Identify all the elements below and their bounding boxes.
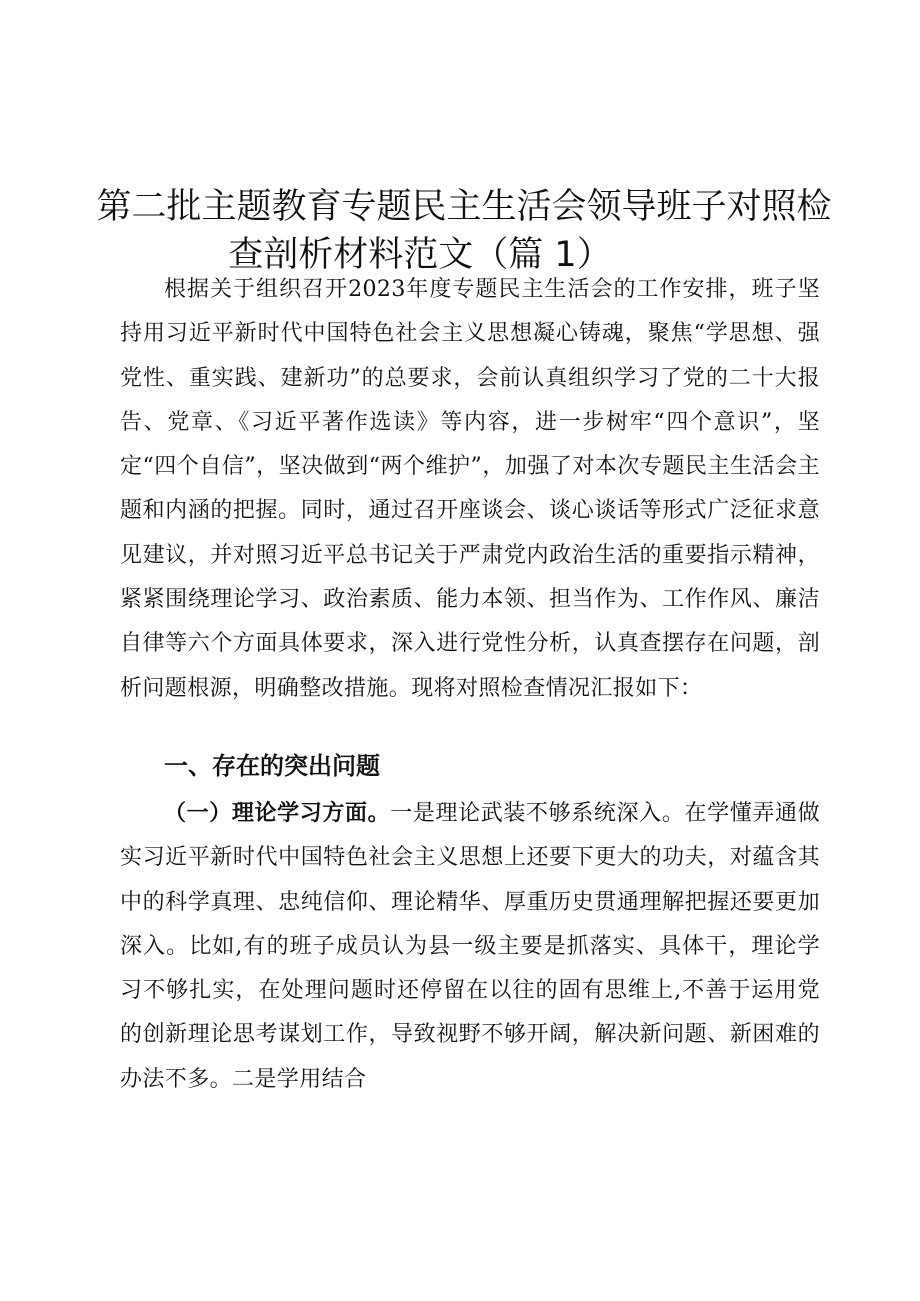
document-title-line-1: 第二批主题教育专题民主生活会领导班子对照检 xyxy=(96,187,832,228)
section-heading: 一、存在的突出问题 xyxy=(164,752,380,780)
document-title xyxy=(0,183,920,279)
subsection-lead: （一）理论学习方面。 xyxy=(164,801,391,826)
subsection-paragraph xyxy=(120,792,820,1102)
intro-paragraph: 根据关于组织召开2023年度专题民主生活会的工作安排，班子坚持用习近平新时代中国特色社会主义思想凝心铸魂，聚焦“学思想、强党性、重实践、建新功”的总要求，会前认真组织学习了党的二十大报告、党章、《习近平著作选读》等内容，进一步树牢“四个意识”，坚定“四个自信”，坚决做到“两个维护”，加强了对本次专题民主生活会主题和内涵的把握。同时，通过召开座谈会、谈心谈话等形式广泛征求意见建议，并对照习近平总书记关于严肃党内政治生活的重要指示精神，紧紧围绕理论学习、政治素质、能力本领、担当作为、工作作风、廉洁自律等六个方面具体要求，深入进行党性分析，认真查摆存在问题，剖析问题根源，明确整改措施。现将对照检查情况汇报如下： xyxy=(120,277,820,701)
document-title-line-2: 查剖析材料范文（篇 1） xyxy=(228,235,612,276)
subsection-body: 一是理论武装不够系统深入。在学懂弄通做实习近平新时代中国特色社会主义思想上还要下更大的功夫，对蕴含其中的科学真理、忠纯信仰、理论精华、厚重历史贯通理解把握还要更加深入。比如,有的班子成员认为县一级主要是抓落实、具体干，理论学习不够扎实，在处理问题时还停留在以往的固有思维上,不善于运用党的创新理论思考谋划工作，导致视野不够开阔，解决新问题、新困难的办法不多。二是学用结合 xyxy=(120,801,820,1092)
